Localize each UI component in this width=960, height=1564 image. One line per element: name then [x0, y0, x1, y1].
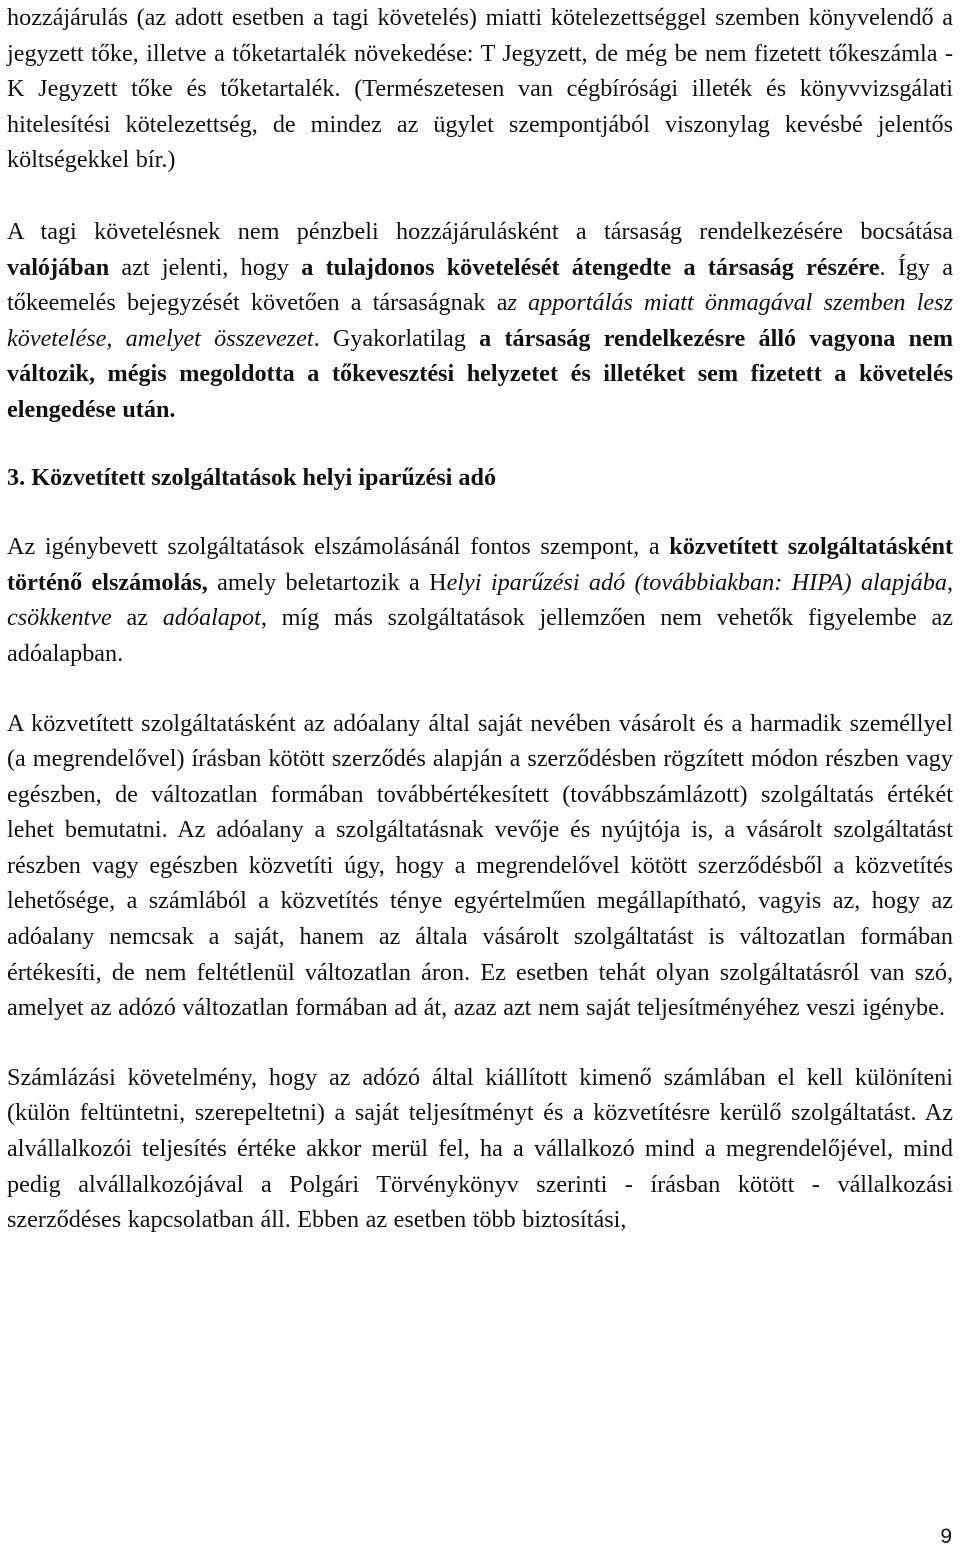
- text-run: A közvetített szolgáltatásként az adóalany által saját nevében vásárolt és a harmadik személlyel (a megrendelővel) írásban kötött szerződés alapján a szerződésben rögzített módon részben vagy egészben, de változatlan formában továbbértékesített (továbbszámlázott) szolgáltatás értékét lehet bemutatni. Az adóalany a szolgáltatásnak vevője és nyújtója is, a vásárolt szolgáltatást részben vagy egészben közvetíti úgy, hogy a megrendelővel kötött szerződésből a közvetítés lehetősége, a számlából a közvetítés ténye egyértelműen megállapítható, vagyis az, hogy az adóalany nemcsak a saját, hanem az általa vásárolt szolgáltatást is változatlan formában értékesíti, de nem feltétlenül változatlan áron. Ez esetben tehát olyan szolgáltatásról van szó, amelyet az adózó változatlan formában ad át, azaz azt nem saját teljesítményéhez veszi igénybe.: [7, 709, 953, 1022]
- section-heading: [7, 460, 953, 496]
- text-run: amely beletartozik a H: [207, 568, 447, 596]
- bold-run: közvetített szolgáltatásként történő elszámolás,: [7, 533, 953, 596]
- text-run: Az igénybevett szolgáltatások elszámolásánál fontos szempont, a: [7, 533, 670, 561]
- italic-run: csökkentve: [7, 604, 112, 632]
- bold-run: a tulajdonos követelését átengedte a társaság részére: [301, 253, 880, 281]
- text-run: ,: [946, 568, 953, 596]
- text-run: A tagi követelésnek nem pénzbeli hozzájárulásként a társaság rendelkezésére bocsátása: [7, 217, 953, 245]
- paragraph-service-definition: [7, 706, 953, 1026]
- paragraph-capital-contribution: [7, 0, 953, 178]
- bold-run: valójában: [7, 253, 110, 281]
- paragraph-member-claim: [7, 214, 953, 428]
- section-title: Közvetített szolgáltatások helyi iparűzési adó: [31, 463, 497, 491]
- section-number: 3.: [7, 463, 26, 491]
- text-run: hozzájárulás (az adott esetben a tagi követelés) miatti kötelezettséggel szemben könyvelendő a jegyzett tőke, illetve a tőketartalék növekedése: T Jegyzett, de még be nem fizetett tőkeszámla - K Jegyzett tőke és tőketartalék. (Természetesen van cégbírósági illeték és könyvvizsgálati hitelesítési kötelezettség, de mindez az ügylet szempontjából viszonylag kevésbé jelentős költségekkel bír.): [7, 4, 953, 174]
- text-run: azt jelenti, hogy: [109, 253, 302, 281]
- page-number: 9: [940, 1525, 952, 1548]
- text-run: . Gyakorlatilag: [313, 324, 480, 352]
- italic-run: adóalapot: [162, 604, 261, 632]
- italic-run: elyi iparűzési adó (továbbiakban: HIPA) alapjába: [446, 568, 947, 596]
- text-run: , míg más szolgáltatások jellemzően nem vehetők figyelembe az adóalapban.: [7, 604, 953, 667]
- text-run: . Így a tőkeemelés bejegyzését követően a társaságnak a: [7, 253, 954, 317]
- text-run: az: [111, 604, 163, 632]
- text-run: Számlázási követelmény, hogy az adózó által kiállított kimenő számlában el kell különíteni (külön feltüntetni, szerepeltetni) a saját teljesítményt és a közvetítésre kerülő szolgáltatást. Az alvállalkozói teljesítés értéke akkor merül fel, ha a vállalkozó mind a megrendelőjével, mind pedig alvállalkozójával a Polgári Törvénykönyv szerinti - írásban kötött - vállalkozási szerződéses kapcsolatban áll. Ebben az esetben több biztosítási,: [7, 1063, 953, 1234]
- paragraph-invoicing-requirement: [7, 1060, 953, 1238]
- bold-run: a társaság rendelkezésre álló vagyona nem változik, mégis megoldotta a tőkevesztési helyzetet és illetéket sem fizetett a követelés elengedése után.: [7, 324, 954, 423]
- paragraph-intermediated-services: [7, 529, 953, 671]
- italic-run: z apportálás miatt önmagával szemben lesz követelése, amelyet összevezet: [7, 289, 953, 352]
- document-page: [7, 0, 953, 1238]
